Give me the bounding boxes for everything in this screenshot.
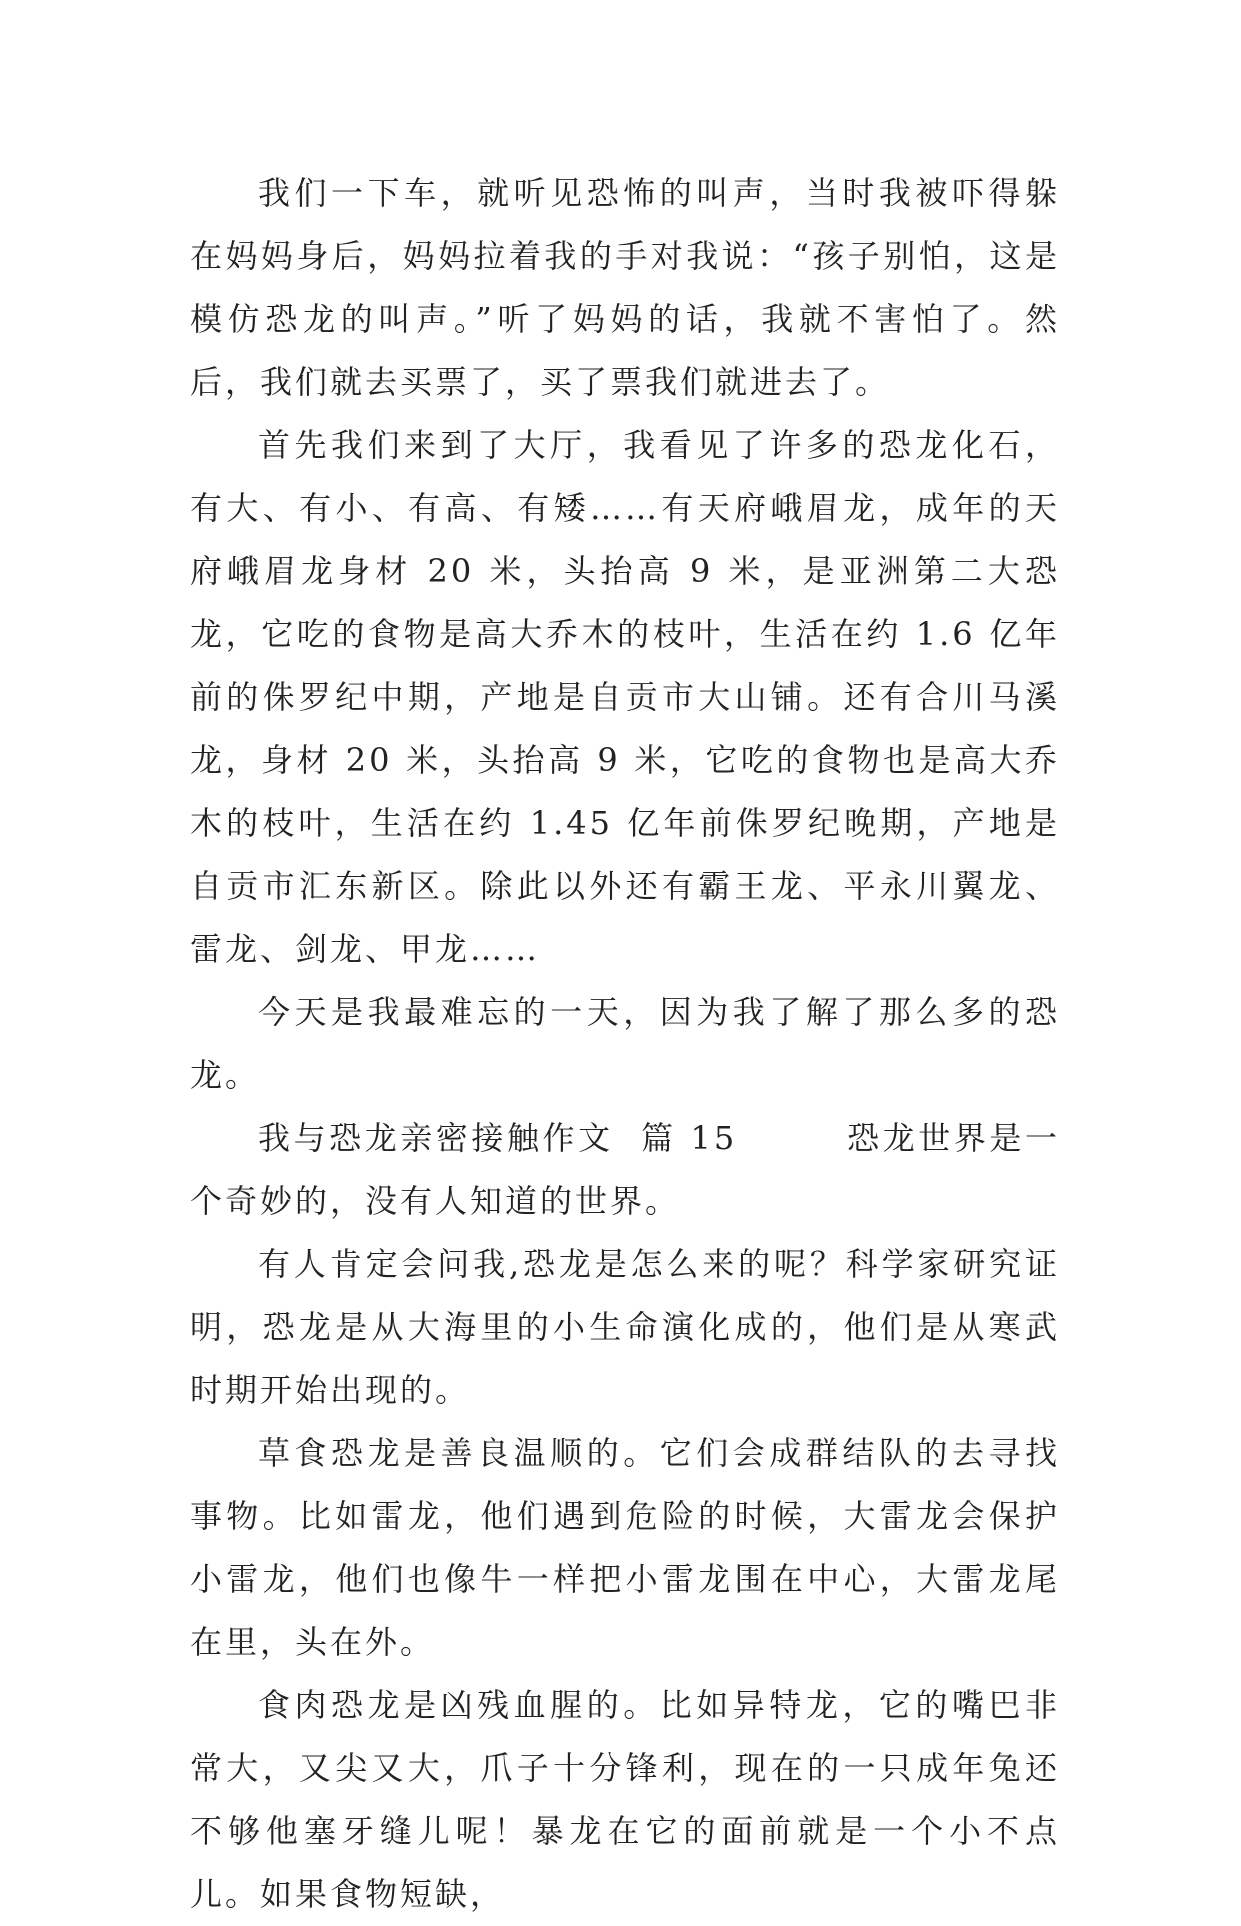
essay-body [190, 162, 1060, 1926]
paragraph-herbivores: 草食恐龙是善良温顺的。它们会成群结队的去寻找事物。比如雷龙，他们遇到危险的时候，大雷龙会保护小雷龙，他们也像牛一样把小雷龙围在中心，大雷龙尾在里，头在外。 [190, 1434, 1060, 1661]
paragraph-carnivores: 食肉恐龙是凶残血腥的。比如异特龙，它的嘴巴非常大，又尖又大，爪子十分锋利，现在的一只成年兔还不够他塞牙缝儿呢！暴龙在它的面前就是一个小不点儿。如果食物短缺， [190, 1686, 1060, 1913]
paragraph-unforgettable-day: 今天是我最难忘的一天，因为我了解了那么多的恐龙。 [190, 993, 1060, 1094]
paragraph-essay-heading: 我与恐龙亲密接触作文 篇 15 恐龙世界是一个奇妙的，没有人知道的世界。 [190, 1119, 1060, 1220]
paragraph-hall-fossils: 首先我们来到了大厅，我看见了许多的恐龙化石，有大、有小、有高、有矮……有天府峨眉龙，成年的天府峨眉龙身材 20 米，头抬高 9 米，是亚洲第二大恐龙，它吃的食物是高大乔木的枝叶，生活在约 1.6 亿年前的侏罗纪中期，产地是自贡市大山铺。还有合川马溪龙，身材 20 米，头抬高 9 米，它吃的食物也是高大乔木的枝叶，生活在约 1.45 亿年前侏罗纪晚期，产地是自贡市汇东新区。除此以外还有霸王龙、平永川翼龙、雷龙、剑龙、甲龙…… [190, 426, 1060, 968]
paragraph-arrival: 我们一下车，就听见恐怖的叫声，当时我被吓得躲在妈妈身后，妈妈拉着我的手对我说：“孩子别怕，这是模仿恐龙的叫声。”听了妈妈的话，我就不害怕了。然后，我们就去买票了，买了票我们就进去了。 [190, 174, 1060, 401]
paragraph-dinosaur-origin: 有人肯定会问我,恐龙是怎么来的呢？科学家研究证明，恐龙是从大海里的小生命演化成的，他们是从寒武时期开始出现的。 [190, 1245, 1060, 1409]
